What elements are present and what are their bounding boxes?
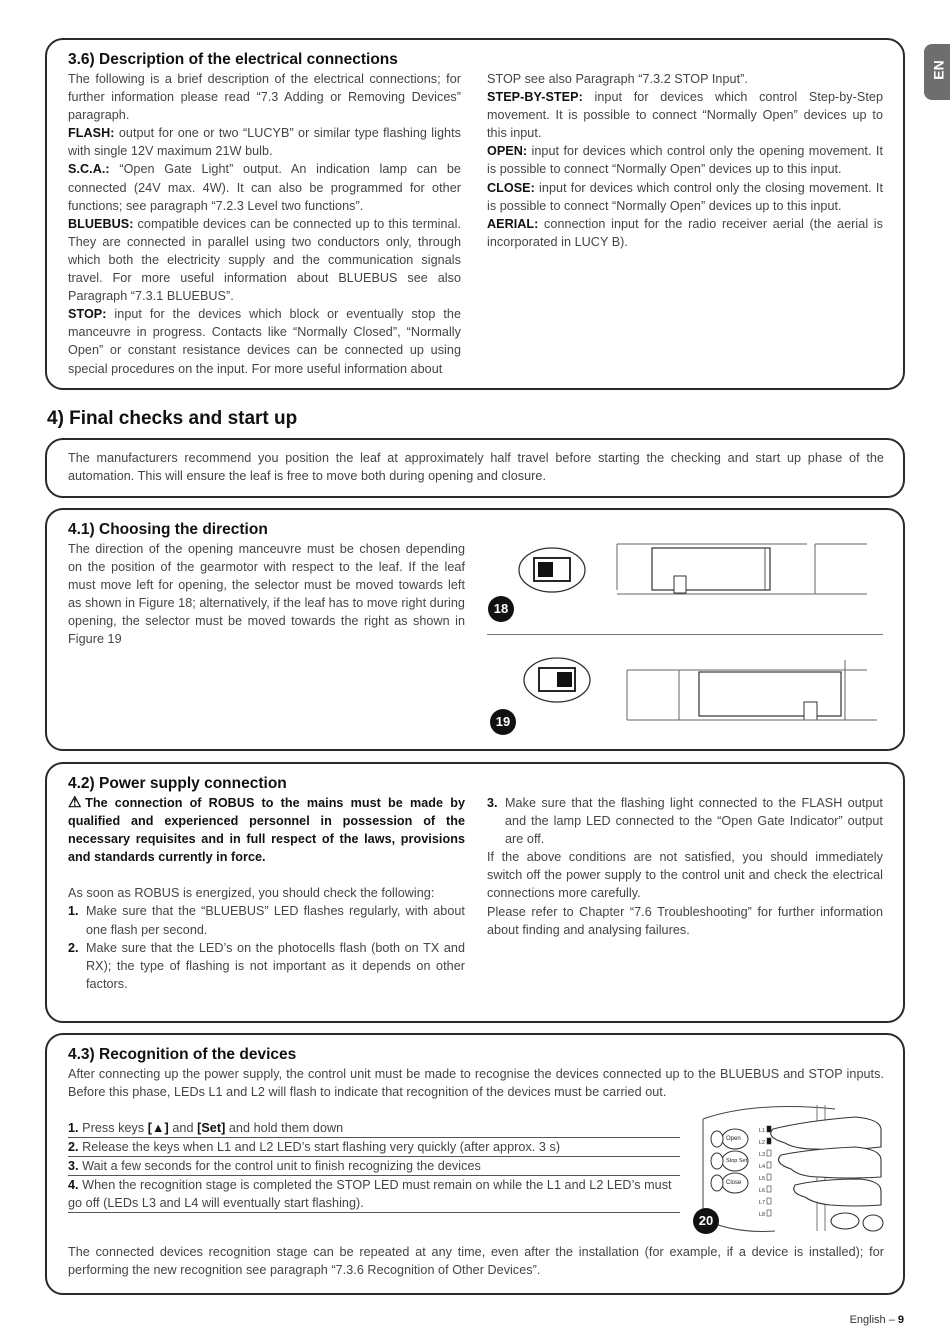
term-description: connection input for the radio receiver aerial (the aerial is incorporated in LUCY B).: [487, 216, 883, 249]
section-4-2-left-column: [68, 794, 465, 993]
s36-right-paragraph: [487, 88, 883, 142]
section-3-6-title: 3.6) Description of the electrical connections: [68, 51, 398, 68]
term-description: The following is a brief description of the electrical connections; for further information please read “7.3 Adding or Removing Devices” paragraph.: [68, 72, 461, 123]
section-4-1-text: The direction of the opening manceuvre must be chosen depending on the position of the gearmotor with respect to the leaf. If the leaf must move left for opening, the selector must be moved towards left as shown in Figure 18; alternatively, if the leaf has to move right during opening, the selector must be moved towards the right as shown in Figure 19: [68, 542, 465, 647]
step-text: Release the keys when L1 and L2 LED’s start flashing very quickly (after approx. 3 s): [78, 1140, 561, 1155]
fig-led-mark: [767, 1210, 771, 1216]
term-description: “Open Gate Light” output. An indication lamp can be connected (24V max. 4W). It can also be programmed for other functions; see paragraph “7.2.3 Level two functions”.: [68, 162, 461, 213]
section-4-2-box: [45, 762, 905, 1023]
recognition-step: [68, 1157, 680, 1176]
section-4-title: 4) Final checks and start up: [47, 408, 298, 429]
fig-close-label: Close: [726, 1180, 742, 1186]
fig-led-label: L5: [759, 1176, 766, 1182]
section-4-1-title: 4.1) Choosing the direction: [68, 521, 268, 538]
figure-20-number: 20: [693, 1208, 719, 1234]
recognition-step: [68, 1119, 680, 1138]
section-4-intro-box: [45, 438, 905, 498]
fig-open-label: Open: [726, 1136, 741, 1142]
check-item: [487, 794, 883, 848]
section-4-2-right-column: [487, 794, 883, 939]
footer-language: English –: [849, 1314, 898, 1326]
term-description: compatible devices can be connected up to this terminal. They are connected in parallel using two conductors only, through which both the electricity supply and the communication signals travel. For more useful information about BLUEBUS see also Paragraph “7.3.1 BLUEBUS”.: [68, 216, 461, 304]
page-footer: [850, 1314, 904, 1326]
step-key: [▲]: [147, 1121, 169, 1135]
term-label: FLASH:: [68, 126, 115, 141]
section-4-3-box: [45, 1033, 905, 1295]
item-text: Make sure that the flashing light connected to the FLASH output and the lamp LED connected to the “Open Gate Indicator” output are off.: [505, 796, 883, 847]
troubleshooting-text: Please refer to Chapter “7.6 Troubleshooting” for further information about finding and analysing failures.: [487, 904, 883, 937]
step-key: [Set]: [197, 1121, 226, 1135]
s36-right-paragraph: [487, 142, 883, 178]
step-text: Press keys: [78, 1121, 148, 1135]
term-description: input for devices which control only the closing movement. It is possible to connect “Normally Open” devices up to this input.: [487, 180, 883, 213]
s36-right-paragraph: [487, 215, 883, 251]
warning-text: The connection of ROBUS to the mains must be made by qualified and experienced personnel in possession of the necessary requisites and in full respect of the laws, provisions and standards currently in force.: [68, 796, 466, 865]
figure-18-number: 18: [488, 596, 514, 622]
section-4-intro-text: The manufacturers recommend you position the leaf at approximately half travel before starting the checking and start up phase of the automation. This will ensure the leaf is free to move both during opening and closure.: [68, 451, 884, 484]
section-3-6-box: [45, 38, 905, 390]
term-label: S.C.A.:: [68, 162, 110, 177]
term-label: STOP:: [68, 307, 107, 322]
check-item: [68, 939, 465, 993]
fig-led-mark: [767, 1186, 771, 1192]
item-text: Make sure that the “BLUEBUS” LED flashes regularly, with about one flash per second.: [86, 904, 465, 937]
term-description: input for the devices which block or eventually stop the manceuvre in progress. Contacts like “Normally Closed”, “Normally Open” or constant resistance devices can be connected up using special procedures on the input. For more useful information about: [68, 307, 461, 376]
section-4-3-title: 4.3) Recognition of the devices: [68, 1046, 297, 1063]
fig-led-label: L7: [759, 1200, 766, 1206]
figure-19-number: 19: [490, 709, 516, 735]
recognition-step: [68, 1176, 680, 1213]
check-lead-text: As soon as ROBUS is energized, you should check the following:: [68, 886, 435, 901]
item-number: 3.: [487, 796, 498, 810]
fig-led-mark: [767, 1162, 771, 1168]
step-text: Wait a few seconds for the control unit to finish recognizing the devices: [78, 1159, 481, 1174]
item-number: 2.: [68, 940, 79, 955]
term-label: STEP-BY-STEP:: [487, 90, 583, 105]
term-description: input for devices which control Step-by-Step movement. It is possible to connect “Normally Open” devices up to this input.: [487, 90, 883, 141]
fig-led-mark: [767, 1198, 771, 1204]
language-tab-label: EN: [930, 60, 947, 80]
figure-20-illustration: [695, 1099, 885, 1239]
section-3-6-left-column: [68, 70, 461, 378]
term-description: output for one or two “LUCYB” or similar type flashing lights with single 12V maximum 21W bulb.: [68, 126, 461, 159]
warning-paragraph: [68, 794, 465, 866]
recognition-steps: [68, 1119, 680, 1213]
s36-left-paragraph: [68, 124, 461, 160]
figure-19-illustration: [487, 650, 887, 730]
step-text: and hold them down: [225, 1121, 344, 1135]
fig-stop-label: Stop Set: [726, 1158, 748, 1164]
item-number: 1.: [68, 904, 79, 919]
item-text: Make sure that the LED’s on the photocells flash (both on TX and RX); the type of flashing is not important as it depends on other factors.: [86, 940, 465, 991]
fig-led-label: L1: [759, 1128, 766, 1134]
section-4-3-intro: After connecting up the power supply, the control unit must be made to recognise the devices connected up to the BLUEBUS and STOP inputs. Before this phase, LEDs L1 and L2 will flash to indicate that recognition of the devices must be carried out.: [68, 1067, 884, 1100]
section-4-2-title: 4.2) Power supply connection: [68, 775, 287, 792]
step-key: 4.: [68, 1178, 79, 1193]
s36-left-paragraph: [68, 70, 461, 124]
fig-led-label: L3: [759, 1152, 766, 1158]
term-label: AERIAL:: [487, 216, 539, 231]
step-key: 1.: [68, 1121, 79, 1135]
figure-divider: [487, 634, 883, 635]
page-number: 9: [897, 1314, 904, 1326]
term-label: BLUEBUS:: [68, 216, 134, 231]
s36-left-paragraph: [68, 215, 461, 305]
fig-led-label: L4: [759, 1164, 766, 1170]
section-4-3-outro: The connected devices recognition stage can be repeated at any time, even after the installation (for example, if a device is installed); for performing the new recognition see paragraph “7.3.6 Recognition of Other Devices”.: [68, 1245, 884, 1278]
s36-left-paragraph: [68, 305, 461, 377]
term-label: CLOSE:: [487, 180, 535, 195]
fig-led-mark: [767, 1150, 771, 1156]
step-text: When the recognition stage is completed the STOP LED must remain on while the L1 and L2 LED’s must go off (LEDs L3 and L4 will eventually start flashing).: [68, 1178, 672, 1211]
condition-text: If the above conditions are not satisfied, you should immediately switch off the power supply to the control unit and check the electrical connections more carefully.: [487, 850, 883, 901]
term-label: OPEN:: [487, 144, 528, 159]
fig-led-label: L2: [759, 1140, 766, 1146]
fig-led-mark: [767, 1126, 771, 1132]
term-description: STOP see also Paragraph “7.3.2 STOP Input”.: [487, 72, 748, 86]
term-description: input for devices which control only the opening movement. It is possible to connect “Normally Open” devices up to this input.: [487, 144, 883, 177]
recognition-step: [68, 1138, 680, 1157]
s36-right-paragraph: [487, 70, 883, 88]
step-key: 2.: [68, 1140, 79, 1155]
section-4-1-box: [45, 508, 905, 751]
figure-18-illustration: [477, 538, 887, 638]
language-tab: [924, 44, 950, 100]
fig-led-label: L6: [759, 1188, 766, 1194]
warning-icon: ⚠: [68, 794, 86, 811]
fig-led-label: L8: [759, 1212, 766, 1218]
fig-led-mark: [767, 1174, 771, 1180]
section-3-6-right-column: [487, 70, 883, 251]
check-item: [68, 902, 465, 938]
step-text: and: [168, 1121, 198, 1135]
step-key: 3.: [68, 1159, 79, 1174]
s36-left-paragraph: [68, 160, 461, 214]
s36-right-paragraph: [487, 179, 883, 215]
fig-led-mark: [767, 1138, 771, 1144]
